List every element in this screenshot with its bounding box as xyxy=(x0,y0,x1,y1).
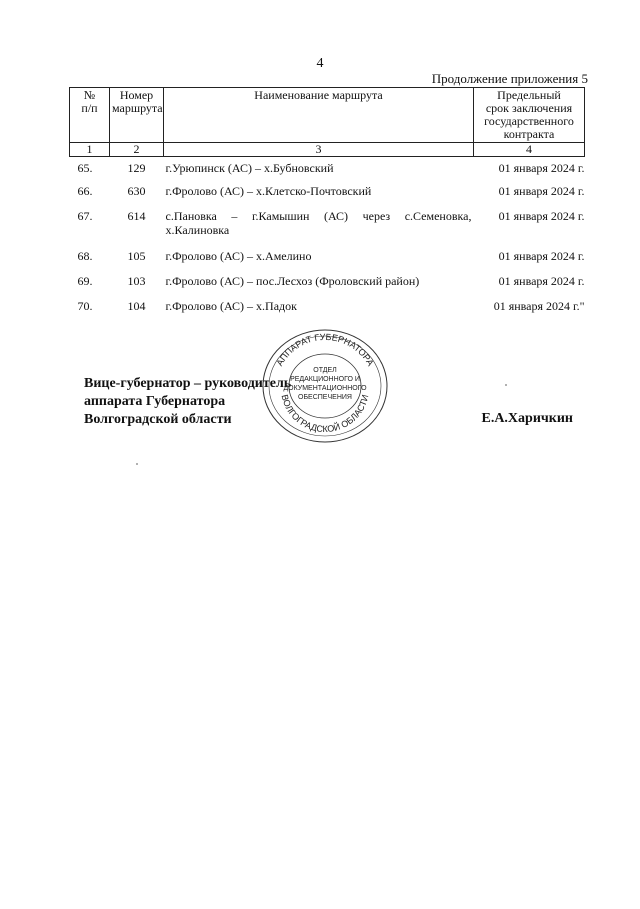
row-number: 67. xyxy=(77,209,93,223)
route-number: 105 xyxy=(127,249,146,263)
route-number: 129 xyxy=(127,161,146,175)
signatory-name: Е.А.Харичкин xyxy=(481,411,573,426)
signatory-title-line: Волгоградской области xyxy=(84,412,232,427)
contract-deadline: 01 января 2024 г." xyxy=(493,299,585,313)
contract-deadline: 01 января 2024 г. xyxy=(498,161,585,175)
scan-speck xyxy=(136,463,138,465)
row-number: 65. xyxy=(77,161,93,175)
table-row xyxy=(70,157,585,185)
header-text: срок заключения xyxy=(485,101,573,115)
header-text: Предельный xyxy=(497,88,561,102)
header-text: № xyxy=(83,88,96,102)
scan-speck xyxy=(505,384,507,386)
route-name: с.Пановка – г.Камышин (АС) через с.Семеновка, х.Калиновка xyxy=(165,209,472,237)
table-header-row xyxy=(70,88,585,143)
row-number: 70. xyxy=(77,299,93,313)
header-route-name xyxy=(164,88,474,143)
contract-deadline: 01 января 2024 г. xyxy=(498,184,585,198)
row-number: 68. xyxy=(77,249,93,263)
column-number: 4 xyxy=(474,143,585,157)
header-row-number xyxy=(70,88,110,143)
stamp-inner-line: ДОКУМЕНТАЦИОННОГО xyxy=(283,385,367,392)
route-name: г.Фролово (АС) – пос.Лесхоз (Фроловский район) xyxy=(165,274,420,288)
table-row xyxy=(70,249,585,274)
table-row xyxy=(70,209,585,249)
contract-deadline: 01 января 2024 г. xyxy=(498,209,585,223)
contract-deadline: 01 января 2024 г. xyxy=(498,274,585,288)
header-text: п/п xyxy=(81,101,98,115)
route-name: г.Фролово (АС) – х.Амелино xyxy=(165,249,312,263)
column-number: 3 xyxy=(164,143,474,157)
page-number: 4 xyxy=(316,56,324,71)
header-text: маршрута xyxy=(112,101,163,115)
route-number: 630 xyxy=(127,184,146,198)
row-number: 66. xyxy=(77,184,93,198)
route-name: г.Фролово (АС) – х.Падок xyxy=(165,299,297,313)
route-number: 104 xyxy=(127,299,146,313)
official-stamp xyxy=(259,324,391,444)
route-number: 103 xyxy=(127,274,146,288)
table-row xyxy=(70,274,585,299)
header-text: Номер xyxy=(119,88,154,102)
header-text: контракта xyxy=(503,127,555,141)
contract-deadline: 01 января 2024 г. xyxy=(498,249,585,263)
stamp-ring-bottom-text: ВОЛГОГРАДСКОЙ ОБЛАСТИ xyxy=(279,393,371,435)
route-name: г.Фролово (АС) – х.Клетско-Почтовский xyxy=(165,184,372,198)
table-row xyxy=(70,184,585,209)
routes-table xyxy=(69,87,585,315)
stamp-inner-line: ОТДЕЛ xyxy=(313,367,337,374)
header-text: государственного xyxy=(484,114,574,128)
stamp-inner-line: ОБЕСПЕЧЕНИЯ xyxy=(298,394,352,401)
route-name: г.Урюпинск (АС) – х.Бубновский xyxy=(165,161,334,175)
row-number: 69. xyxy=(77,274,93,288)
stamp-ring-top xyxy=(274,332,375,368)
appendix-continuation-note: Продолжение приложения 5 xyxy=(431,71,588,86)
route-number: 614 xyxy=(127,209,146,223)
header-route-number xyxy=(110,88,164,143)
column-number-row xyxy=(70,143,585,157)
column-number: 1 xyxy=(70,143,110,157)
header-contract-deadline xyxy=(474,88,585,143)
header-text: Наименование маршрута xyxy=(254,88,383,102)
signatory-title-line: аппарата Губернатора xyxy=(84,394,226,409)
table-row xyxy=(70,299,585,315)
stamp-ring-top-text: АППАРАТ ГУБЕРНАТОРА xyxy=(274,331,376,368)
column-number: 2 xyxy=(110,143,164,157)
stamp-inner-line: РЕДАКЦИОННОГО И xyxy=(290,376,360,383)
signatory-title-line: Вице-губернатор – руководитель xyxy=(84,376,292,391)
